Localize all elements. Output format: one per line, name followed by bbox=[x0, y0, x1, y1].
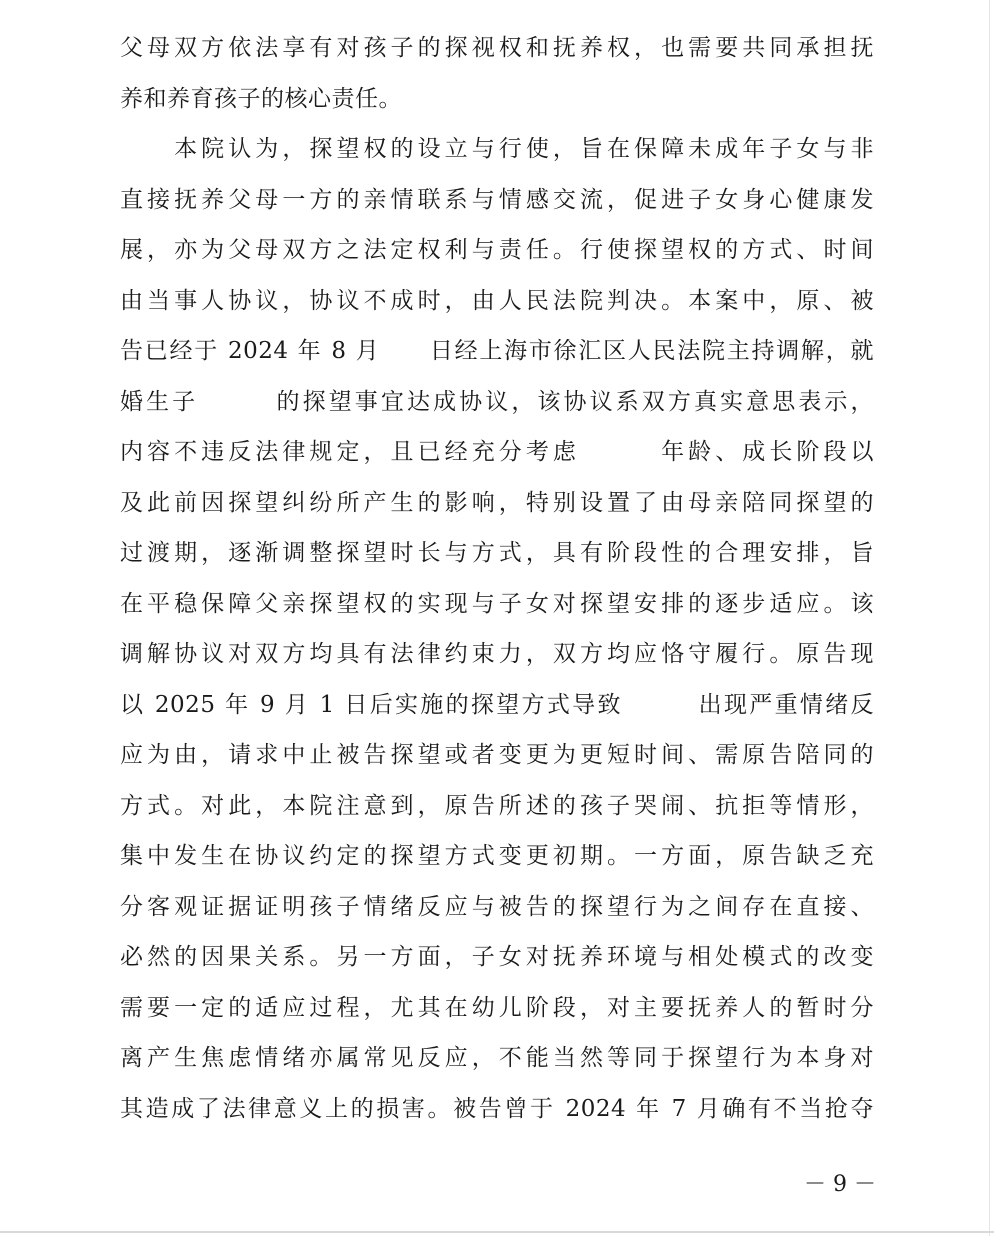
text-line: 过渡期，逐渐调整探望时长与方式，具有阶段性的合理安排，旨 bbox=[120, 540, 874, 566]
text-line: 及此前因探望纠纷所产生的影响，特别设置了由母亲陪同探望的 bbox=[120, 489, 874, 516]
text-line: 父母双方依法享有对孩子的探视权和抚养权，也需要共同承担抚 bbox=[120, 35, 874, 61]
text-line: 以 2025 年 9 月 1 日后实施的探望方式导致 出现严重情绪反 bbox=[120, 691, 874, 718]
text-line: 本院认为，探望权的设立与行使，旨在保障未成年子女与非 bbox=[120, 136, 874, 162]
page-edge-bottom bbox=[0, 1231, 994, 1233]
text-line: 直接抚养父母一方的亲情联系与情感交流，促进子女身心健康发 bbox=[120, 186, 874, 213]
text-line: 离产生焦虑情绪亦属常见反应，不能当然等同于探望行为本身对 bbox=[120, 1045, 874, 1071]
text-line: 应为由，请求中止被告探望或者变更为更短时间、需原告陪同的 bbox=[120, 742, 874, 768]
text-line: 集中发生在协议约定的探望方式变更初期。一方面，原告缺乏充 bbox=[120, 843, 874, 869]
text-line: 内容不违反法律规定，且已经充分考虑 年龄、成长阶段以 bbox=[120, 439, 874, 465]
judgment-body-text bbox=[120, 23, 874, 1134]
text-line: 方式。对此，本院注意到，原告所述的孩子哭闹、抗拒等情形， bbox=[120, 792, 874, 819]
text-line: 婚生子 的探望事宜达成协议，该协议系双方真实意思表示， bbox=[120, 388, 874, 415]
text-line: 养和养育孩子的核心责任。 bbox=[120, 85, 402, 112]
text-line: 分客观证据证明孩子情绪反应与被告的探望行为之间存在直接、 bbox=[120, 893, 874, 920]
page-number: － 9 － bbox=[804, 1172, 876, 1197]
text-line: 告已经于 2024 年 8 月 日经上海市徐汇区人民法院主持调解，就 bbox=[120, 338, 874, 364]
text-line: 调解协议对双方均具有法律约束力，双方均应恪守履行。原告现 bbox=[120, 641, 874, 667]
page-edge-right bbox=[989, 0, 990, 1236]
text-line: 由当事人协议，协议不成时，由人民法院判决。本案中，原、被 bbox=[120, 287, 874, 314]
text-line: 必然的因果关系。另一方面，子女对抚养环境与相处模式的改变 bbox=[120, 944, 874, 970]
text-line: 其造成了法律意义上的损害。被告曾于 2024 年 7 月确有不当抢夺 bbox=[120, 1095, 874, 1122]
text-line: 在平稳保障父亲探望权的实现与子女对探望安排的逐步适应。该 bbox=[120, 590, 874, 617]
text-line: 需要一定的适应过程，尤其在幼儿阶段，对主要抚养人的暂时分 bbox=[120, 994, 874, 1021]
text-line: 展，亦为父母双方之法定权利与责任。行使探望权的方式、时间 bbox=[120, 237, 874, 263]
